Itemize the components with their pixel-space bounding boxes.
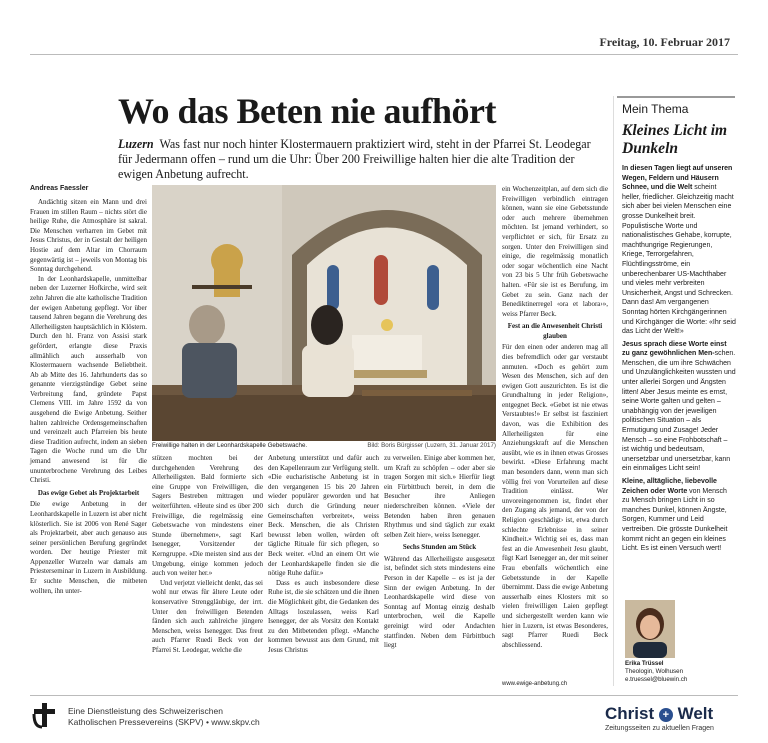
paragraph: Die ewige Anbetung in der Leonhardskapelle in Luzern ist aber nicht klösterlich. Sie ist 2006 von René Sager als Projektarbeit, aber auch genauso aus seiner persönlichen Berufung gegründet worden. Der heutige Priester mit Appenzeller Wurzeln war damals am Priesterseminar in Luzern in Ausbildung. Er suchte Menschen, die mitbeten wollten, ihn unter- bbox=[30, 500, 147, 595]
subheading: Sechs Stunden am Stück bbox=[402, 543, 477, 552]
author-role: Theologin, Wolhusen bbox=[625, 668, 684, 675]
sidebar-paragraph bbox=[622, 340, 736, 474]
sidebar-bold: Jesus sprach diese Worte einst zu ganz gewöhnlichen Men- bbox=[622, 340, 727, 358]
author-byline: Andreas Faessler bbox=[30, 185, 89, 192]
chapel-photo bbox=[152, 185, 496, 441]
sidebar-bold: Kleine, alltägliche, liebevolle Zeichen oder Worte bbox=[622, 478, 717, 495]
sidebar-bold: In diesen Tagen liegt auf unseren Wegen, Feldern und Häusern Schnee, und die Welt bbox=[622, 165, 733, 192]
sidebar-tag: Mein Thema bbox=[622, 102, 689, 116]
lead-text: Was fast nur noch hinter Klostermauern praktiziert wird, steht in der Pfarrei St. Leodegar für Jedermann offen – rund um die Uhr: Über 200 Freiwillige halten hier die alte Tradition der ewigen Anbetung aufrecht. bbox=[118, 137, 591, 181]
author-name: Erika Trüssel bbox=[625, 660, 664, 667]
lead-place: Luzern bbox=[118, 137, 154, 151]
brand-subtitle: Zeitungsseiten zu aktuellen Fragen bbox=[605, 725, 714, 732]
author-portrait bbox=[625, 600, 675, 658]
paragraph: zu verweilen. Einige aber kommen her, um Kraft zu schöpfen – oder aber sie tragen Sorgen mit sich.» Hierfür liegt ein Fürbittbuch bereit, in dem die Besucher ihre Anliegen niederschreiben können. «Viele der Betenden haben ihren genauen Rhythmus und sind täglich zur exakt selben Zeit hier», weiss Isenegger. bbox=[384, 454, 495, 539]
headline: Wo das Beten nie aufhört bbox=[118, 91, 497, 131]
sidebar-paragraph bbox=[622, 164, 736, 337]
article-column-3 bbox=[268, 454, 379, 655]
paragraph: Für den einen oder anderen mag all dies befremdlich oder gar verstaubt anmuten. «Doch es gehört zum Wesen des Menschen, sich auf den ewigen Gott auszurichten. Es ist die Grundhaltung in jeder Religion», entgegnet Beck. «Gebet ist nie etwas Verstaubtes!» Er selbst ist fasziniert davon, was die Exhibition des Allerheiligsten für eine Anziehungskraft auf die Menschen ausübt, wie es in ihnen etwas Grosses bewirkt. «Diese Erfahrung macht man besonders dann, wenn man sich völlig frei von Vorurteilen auf diese Tradition einlässt. Wer unvoreingenommen ist, findet eher den Zugang als jemand, der von der Religion ‹geschädigt› ist, etwa durch schlechte Erlebnisse in seiner Kindheit.» Wichtig sei es, dass man fest an die Anwesenheit Jesu glaubt, fügt Karl Isenegger an, der mit seiner Frau ebenfalls wöchentlich eine Gebetsstunde in der Kapelle übernimmt. Dass die ewige Anbetung ausserhalb eines Klosters mit so vielen freiwilligen Laien gepflegt und sichergestellt werden kann wie hier in Luzern, ist etwas Besonderes, sagt Pfarrer Ruedi Beck abschliessend. bbox=[502, 343, 608, 649]
sidebar-title: Kleines Licht im Dunkeln bbox=[622, 122, 728, 157]
subheading: Das ewige Gebet als Projektarbeit bbox=[37, 488, 140, 497]
paragraph: In der Leonhardskapelle, unmittelbar neben der Luzerner Hofkirche, wird seit zehn Jahren die alte katholische Tradition der ewigen Anbetung gepflegt. Vor über tausend Jahren begann die Verehrung des Allerheiligsten hauptsächlich in Klöstern. Durch den hl. Franz von Assisi stark gefördert, erlangte diese Praxis allmählich auch ausserhalb von Klostermauern wachsende Beliebtheit. Ab ab Mitte des 16. Jahrhunderts das so genannte vierzigstündige Gebet seine Verbreitung fand, gründete Papst Clemens VIII. im Jahre 1592 da von ausgehend die Ewige Anbetung. Seither halten zahlreiche Ordensgemeinschaften und vereinzelt auch Pfarreien bis heute diese Tradition aufrecht, indem an sieben Tagen die Woche rund um die Uhr jemand anwesend ist für die ununterbrochene Verehrung des Leibes Christi. bbox=[30, 274, 147, 485]
skpv-logo bbox=[30, 701, 60, 734]
author-email[interactable]: e.truessel@bluewin.ch bbox=[625, 676, 688, 683]
article-column-1 bbox=[30, 198, 147, 596]
sidebar-rule bbox=[617, 96, 735, 98]
article-column-4 bbox=[384, 454, 495, 651]
footer-line: Eine Dienstleistung des Schweizerischen bbox=[68, 706, 223, 716]
photo-credit: Bild: Boris Bürgisser (Luzern, 31. Januar 2017) bbox=[367, 442, 496, 449]
subheading: Fest an die Anwesenheit Christi glauben bbox=[507, 322, 603, 340]
sidebar-body: scheint heller, friedlicher. Gleichzeitig macht sich aber bei vielen Menschen eine grosse Dunkelheit breit. Populistische Worte und nationalistisches Gehabe, korrupte, machthungrige Regierungen, Kriege, Terrorgefahren, Flüchtlingsströme, ein unberechenbarer US-Machthaber und vieles mehr verbreiten Unsicherheit, Angst und Schrecken. Dann das! Am vergangenen Sonntag hörten Kirchgängerinnen und Kirchgänger die Worte: «Ihr seid das Licht der Welt!» bbox=[622, 184, 736, 336]
footer-line: Katholischen Pressevereins (SKPV) • www.skpv.ch bbox=[68, 716, 260, 727]
sidebar-paragraph bbox=[622, 477, 736, 554]
caption-text: Freiwillige halten in der Leonhardskapelle Gebetswache. bbox=[152, 442, 308, 449]
article-column-2 bbox=[152, 454, 263, 655]
sidebar-text bbox=[622, 164, 736, 557]
brand-text: Welt bbox=[677, 704, 714, 723]
christ-welt-logo bbox=[605, 704, 714, 732]
paragraph: Dass es auch insbesondere diese Ruhe ist, die sie schätzen und die ihnen die Möglichkeit gibt, die Gedanken des Alltags loszulassen, weiss Karl Isenegger, der als Vorsitz den Kontakt zu den Mitbetenden pflegt. «Manche kommen bewusst aus dem Grund, mit Jesus Christus bbox=[268, 578, 379, 654]
sidebar-body: von Mensch zu Mensch bringen Licht in so manches Dunkel, können Ängste, Sorgen, Kummer und Leid vertreiben. Die grösste Dunkelheit kommt nicht an gegen ein kleines Licht. Es ist einen Versuch wert! bbox=[622, 487, 728, 553]
sidebar-divider bbox=[613, 96, 614, 686]
website-link[interactable]: www.ewige-anbetung.ch bbox=[502, 681, 568, 687]
paragraph: Und verjetzt vielleicht denkt, das sei wohl nur etwas für ältere Leute oder konservative Strenggläubige, der irrt. Unter den freiwilligen Betenden fänden sich auch zahlreiche jüngere Menschen, weiss Isenegger. Das freut auch Pfarrer Ruedi Beck von der Pfarrei St. Leodegar, welche die bbox=[152, 578, 263, 654]
sidebar-author bbox=[625, 660, 687, 684]
paragraph: stützen mochten bei der durchgehenden Verehrung des Allerheiligsten. Bald formierte sich eine Gruppe von Freiwilligen, die Sagers Bestreben mittragen und weiterführten. «Heute sind es über 200 Freiwillige, die regelmässig eine Gebetswache von mindestens einer Stunde übernehmen», sagt Karl Isenegger, Vorsitzender der Kerngruppe. «Die meisten sind aus der Umgebung, einige kommen jedoch auch von weiter her.» bbox=[152, 454, 263, 578]
issue-date: Freitag, 10. Februar 2017 bbox=[599, 35, 730, 49]
top-rule bbox=[30, 54, 738, 55]
paragraph: Andächtig sitzen ein Mann und drei Frauen im stillen Raum – nichts stört die heilige Ruhe, die Atmosphäre ist sakral. Die Menschen verharren im Gebet mit Jesus Christus, der in Gestalt der heiligen Hostie auf dem Altar im Chorraum gegenwärtig ist – jeweils von Montag bis Sonntag durchgehend. bbox=[30, 198, 147, 274]
sidebar-body: schen. Menschen, die um ihre Schwächen und Unzulänglichkeiten wussten und unter allerlei Sorgen und Ängsten litten! Aber Jesus meinte es ernst, seine Worte galten und gelten – unabhängig von der jeweiligen politischen Situation – als Ermutigung und Zusage! Jeder Mensch – so eine Frohbotschaft – ist wichtig und bedeutsam, unersetzbar und unersetzbar, kann ein einmaliges Licht sein! bbox=[622, 350, 736, 473]
paragraph: ein Wochenzeitplan, auf dem sich die Freiwilligen verbindlich eintragen können, wann sie eine Gebetsstunde oder auch mehrere übernehmen möchten. Ist jemand verhindert, so verpflichtet er sich, für Ersatz zu sorgen. Unter den Freiwilligen sind einige, die regelmässig monatlich oder sogar wöchentlich eine Nacht von 23 bis 5 Uhr früh Gebetswache halten. «Für sie ist es Berufung, im Gebet zu sein. Ganz nach der Benediktinerregel ‹ora et labora›», weiss Pfarrer Beck. bbox=[502, 185, 608, 318]
footer-text bbox=[68, 706, 260, 727]
cross-icon: + bbox=[659, 708, 673, 722]
lead-paragraph bbox=[118, 137, 606, 182]
paragraph: Während das Allerheiligste ausgesetzt ist, befindet sich stets mindestens eine Person in der Kapelle – es ist ja der Sinn der ewigen Anbetung. In der Leonhardskapelle wird diese von Sonntag auf Montag einzig deshalb unterbrochen, weil die Kapelle gereinigt wird oder Andachten stattfinden. Neben dem Fürbittbuch liegt bbox=[384, 554, 495, 650]
article-column-5 bbox=[502, 185, 608, 650]
paragraph: Anbetung unterstützt und dafür auch den Kapellenraum zur Verfügung stellt. «Die eucharistische Anbetung ist in den vergangenen 15 bis 20 Jahren wieder populärer geworden und hat sich durch die Gründung neuer Gemeinschaften verbreitet», weiss Beck. Menschen, die als Christen bewusst leben wollen, würden oft tägliche Rituale für sich pflegen, so Beck weiter. «Und an einem Ort wie der Leonhardskapelle finden sie die nötige Ruhe dafür.» bbox=[268, 454, 379, 578]
brand-text: Christ bbox=[605, 704, 655, 723]
photo-caption bbox=[152, 442, 496, 449]
bottom-rule bbox=[30, 695, 738, 696]
